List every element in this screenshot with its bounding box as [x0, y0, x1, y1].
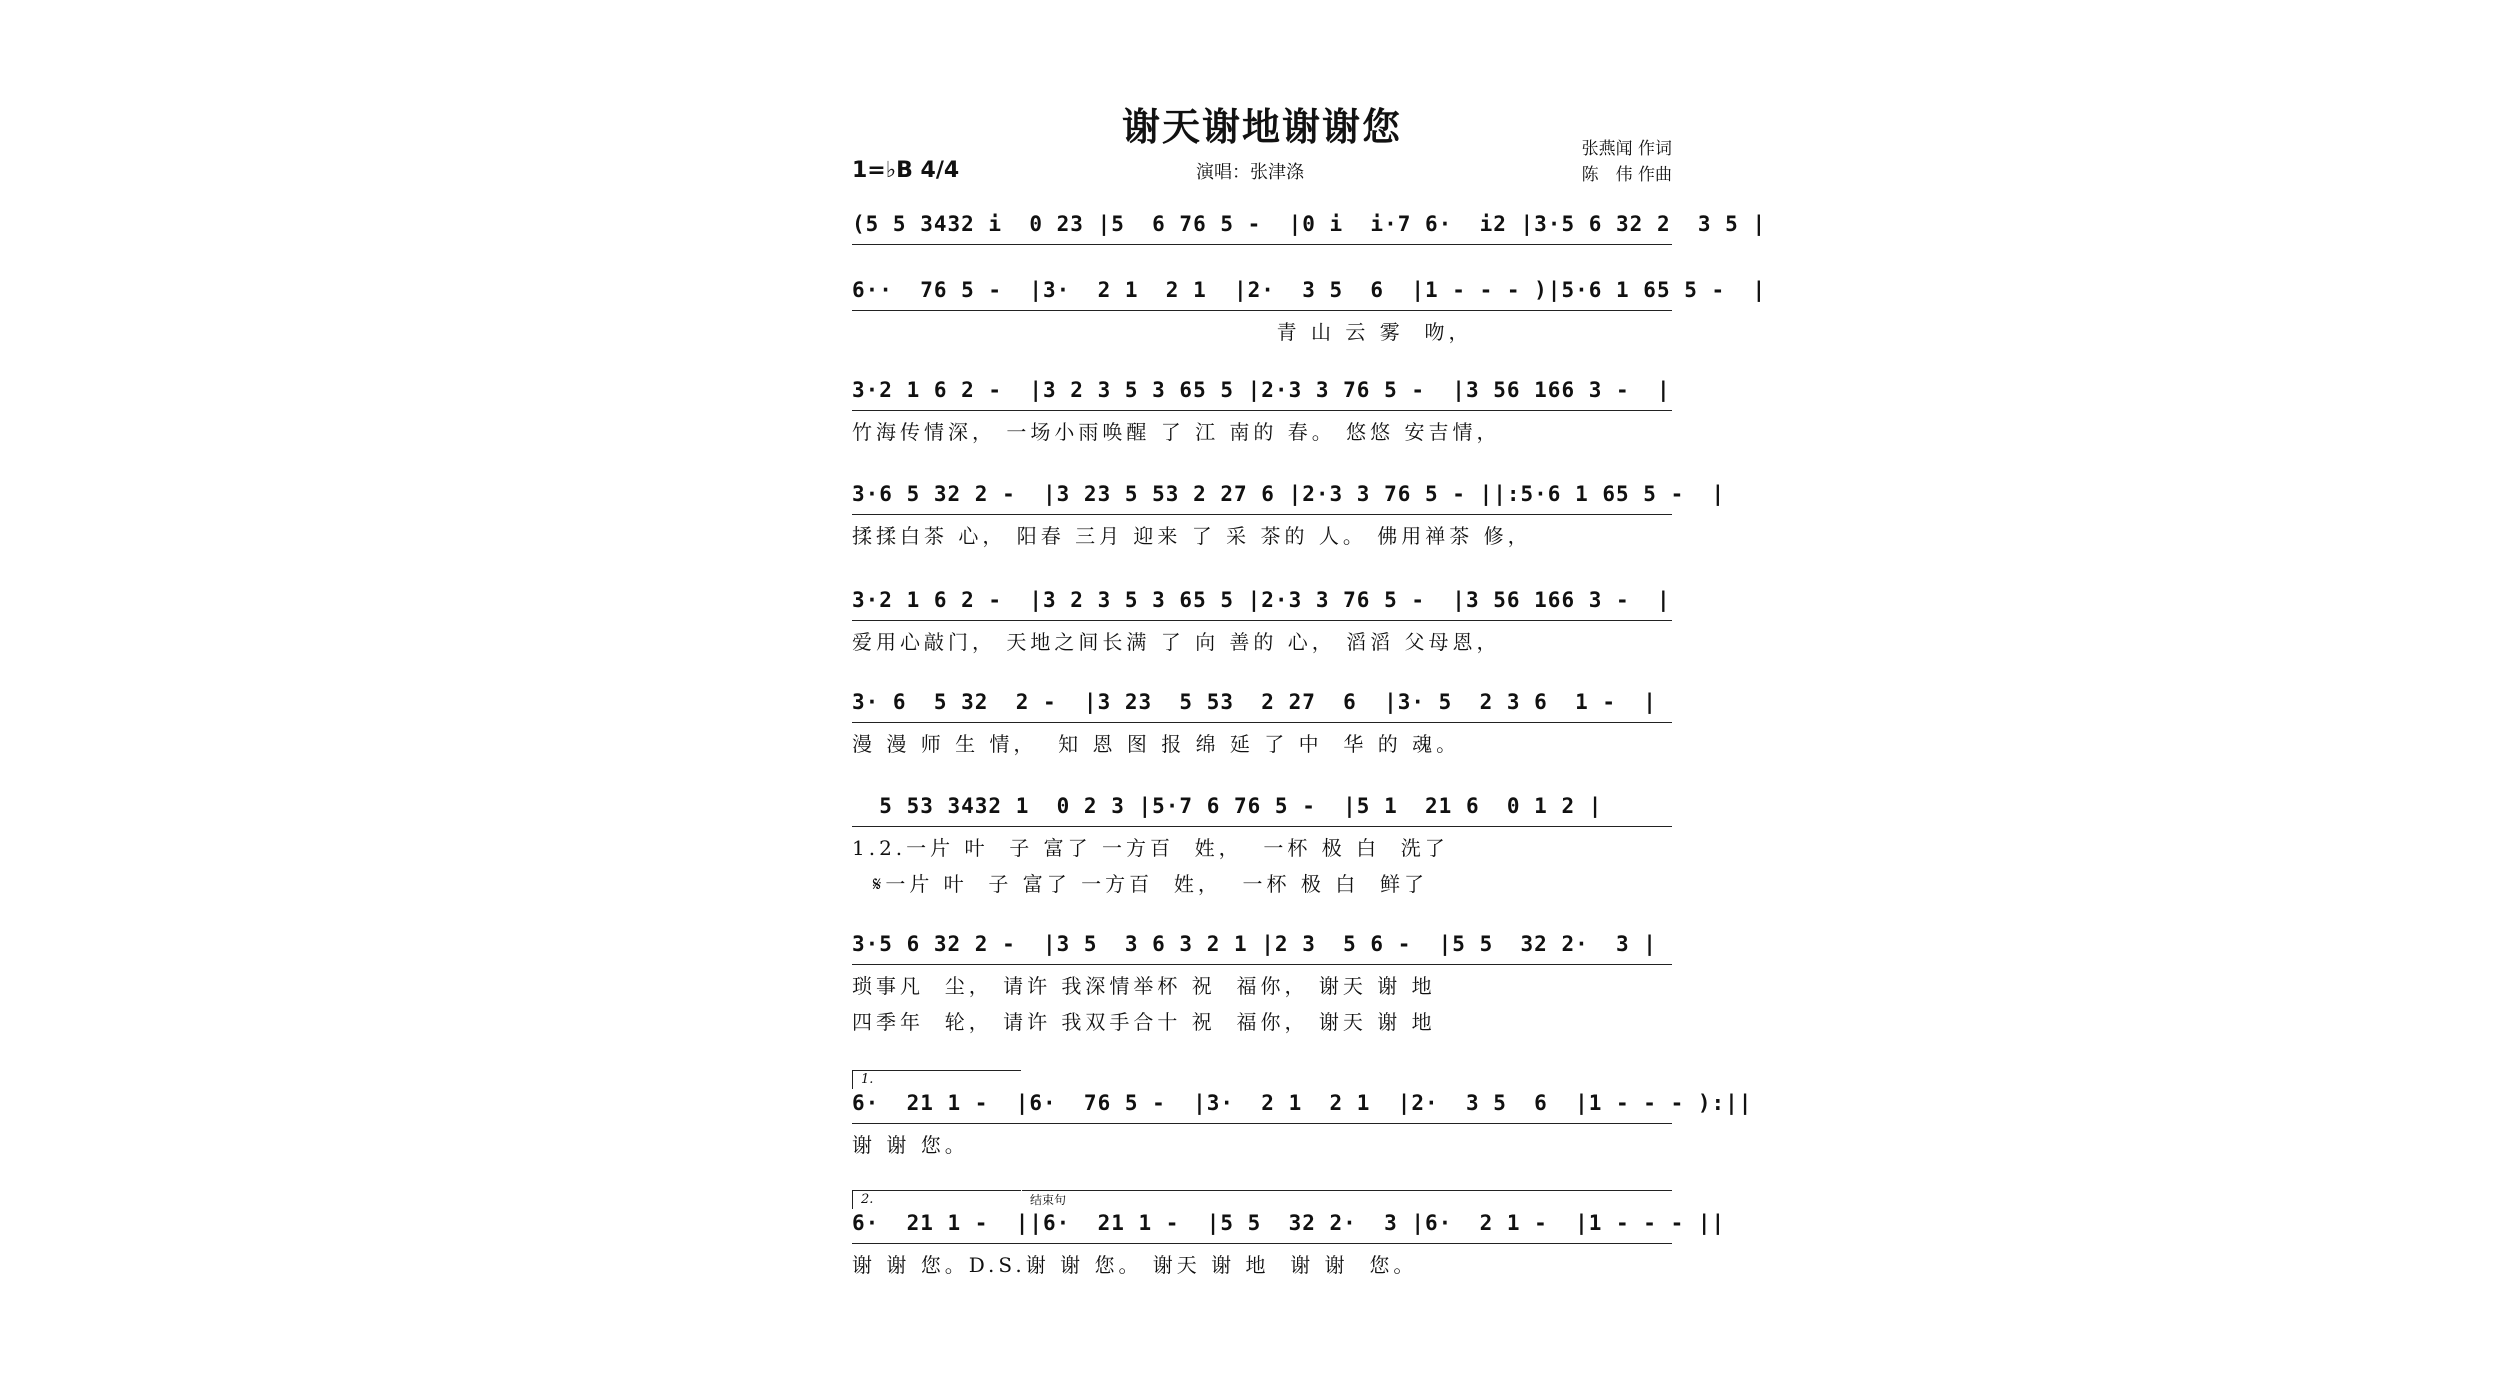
lyric-line: 青 山 云 雾 吻， [852, 320, 1473, 344]
score-row-4 [852, 480, 1726, 551]
notation-line: 6· 21 1 - ||6· 21 1 - |5 5 32 2· 3 |6· 2 1 - |1 - - - || [852, 1209, 1672, 1244]
song-title: 谢天谢地谢谢您 [1121, 104, 1402, 149]
score-row-7 [852, 792, 1672, 899]
lyricist-credit: 张燕闻 作词 [1581, 139, 1672, 159]
lyric-line: 漫 漫 师 生 情， 知 恩 图 报 绵 延 了 中 华 的 魂。 [852, 732, 1461, 756]
notation-line: 6· 21 1 - |6· 76 5 - |3· 2 1 2 1 |2· 3 5 6 |1 - - - ):|| [852, 1089, 1672, 1124]
lyric-line: 爱用心敲门， 天地之间长满 了 向 善的 心， 滔滔 父母恩， [852, 630, 1501, 654]
lyric-line: 谢 谢 您。D.S.谢 谢 您。 谢天 谢 地 谢 谢 您。 [852, 1253, 1418, 1277]
score-row-6 [852, 688, 1672, 759]
notation-line: 6·· 76 5 - |3· 2 1 2 1 |2· 3 5 6 |1 - - - )|5·6 1 65 5 - | [852, 276, 1672, 311]
notation-line: 3·2 1 6 2 - |3 2 3 5 3 65 5 |2·3 3 76 5 - |3 56 166 3 - | [852, 586, 1672, 621]
notation-line: 3·5 6 32 2 - |3 5 3 6 3 2 1 |2 3 5 6 - |5 5 32 2· 3 | [852, 930, 1672, 965]
notation-line: 5 53 3432 1 0 2 3 |5·7 6 76 5 - |5 1 21 6 0 1 2 | [852, 792, 1672, 827]
sheet-music [852, 80, 1767, 1310]
lyric-line: 1.2.一片 叶 子 富了 一方百 姓， 一杯 极 白 洗了 [852, 836, 1449, 860]
score-row-5 [852, 586, 1672, 657]
score-row-9 [852, 1070, 1753, 1160]
notation-line: (5 5 3432 i 0 23 |5 6 76 5 - |0 i i·7 6· i2 |3·5 6 32 2 3 5 | [852, 210, 1672, 245]
volta-bracket [852, 1190, 1672, 1209]
lyric-line: 揉揉白茶 心， 阳春 三月 迎来 了 采 茶的 人。 佛用禅茶 修， [852, 524, 1532, 548]
score-row-10 [852, 1190, 1726, 1280]
ending-label: 结束句 [1022, 1190, 1672, 1208]
score-row-3 [852, 376, 1672, 447]
lyric-line: 谢 谢 您。 [852, 1133, 969, 1157]
notation-line: 3· 6 5 32 2 - |3 23 5 53 2 27 6 |3· 5 2 3 6 1 - | [852, 688, 1672, 723]
singer-credit: 演唱：张津涤 [1196, 162, 1304, 183]
credits [1582, 136, 1672, 188]
lyric-line: 𝄋一片 叶 子 富了 一方百 姓， 一杯 极 白 鲜了 [852, 872, 1428, 896]
score-row-8 [852, 930, 1672, 1037]
score-row-1 [852, 210, 1767, 245]
score-row-2 [852, 276, 1767, 347]
volta-label: 1. [852, 1070, 1021, 1089]
key-signature: 1=♭B 4/4 [852, 158, 960, 183]
notation-line: 3·2 1 6 2 - |3 2 3 5 3 65 5 |2·3 3 76 5 - |3 56 166 3 - | [852, 376, 1672, 411]
lyric-line: 琐事凡 尘， 请许 我深情举杯 祝 福你， 谢天 谢 地 [852, 974, 1436, 998]
volta-label: 2. [852, 1190, 1021, 1209]
lyric-line: 四季年 轮， 请许 我双手合十 祝 福你， 谢天 谢 地 [852, 1010, 1436, 1034]
volta-bracket [852, 1070, 1672, 1089]
composer-credit: 陈 伟 作曲 [1581, 165, 1672, 185]
lyric-line: 竹海传情深， 一场小雨唤醒 了 江 南的 春。 悠悠 安吉情， [852, 420, 1501, 444]
notation-line: 3·6 5 32 2 - |3 23 5 53 2 27 6 |2·3 3 76 5 - ||:5·6 1 65 5 - | [852, 480, 1672, 515]
